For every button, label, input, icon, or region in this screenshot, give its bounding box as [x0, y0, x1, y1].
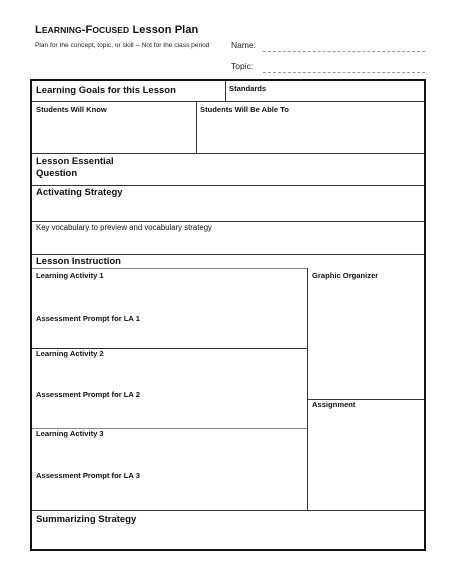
- title-part: L: [35, 24, 42, 36]
- divider: [225, 81, 226, 101]
- lesson-instruction-label: Lesson Instruction: [36, 256, 121, 267]
- divider: [307, 268, 308, 510]
- learning-goals-label: Learning Goals for this Lesson: [36, 85, 176, 96]
- lesson-plan-form: [30, 79, 426, 551]
- learning-activity-2-label: Learning Activity 2: [36, 349, 104, 358]
- assignment-label: Assignment: [312, 400, 356, 409]
- key-vocab-label: Key vocabulary to preview and vocabulary strategy: [36, 223, 212, 232]
- activating-strategy-label: Activating Strategy: [36, 187, 123, 198]
- page-title: [35, 24, 198, 36]
- divider: [196, 101, 197, 153]
- divider: [32, 268, 307, 269]
- name-field[interactable]: [263, 51, 425, 52]
- name-label: Name:: [231, 40, 257, 50]
- topic-label: Topic:: [231, 61, 254, 71]
- title-part: -: [81, 24, 86, 36]
- students-able-label: Students Will Be Able To: [200, 105, 289, 114]
- divider: [32, 254, 424, 255]
- students-know-label: Students Will Know: [36, 105, 107, 114]
- assessment-prompt-3-label: Assessment Prompt for LA 3: [36, 471, 140, 480]
- topic-field[interactable]: [263, 72, 425, 73]
- divider: [32, 510, 424, 511]
- divider: [32, 101, 424, 102]
- assessment-prompt-2-label: Assessment Prompt for LA 2: [36, 390, 140, 399]
- divider: [32, 221, 424, 222]
- title-part: OCUSED: [92, 25, 130, 35]
- divider: [32, 153, 424, 154]
- title-part: F: [85, 24, 93, 36]
- summarizing-strategy-label: Summarizing Strategy: [36, 514, 137, 525]
- graphic-organizer-label: Graphic Organizer: [312, 271, 379, 280]
- learning-activity-1-label: Learning Activity 1: [36, 271, 104, 280]
- learning-activity-3-label: Learning Activity 3: [36, 429, 104, 438]
- page-subtitle: Plan for the concept, topic, or skill -- Not for the class period: [35, 42, 210, 49]
- essential-question-label: Lesson Essential Question: [36, 156, 114, 179]
- title-part: EARNING: [41, 25, 82, 35]
- assessment-prompt-1-label: Assessment Prompt for LA 1: [36, 314, 140, 323]
- title-part: Lesson Plan: [129, 24, 199, 36]
- standards-label: Standards: [229, 84, 267, 93]
- divider: [32, 185, 424, 186]
